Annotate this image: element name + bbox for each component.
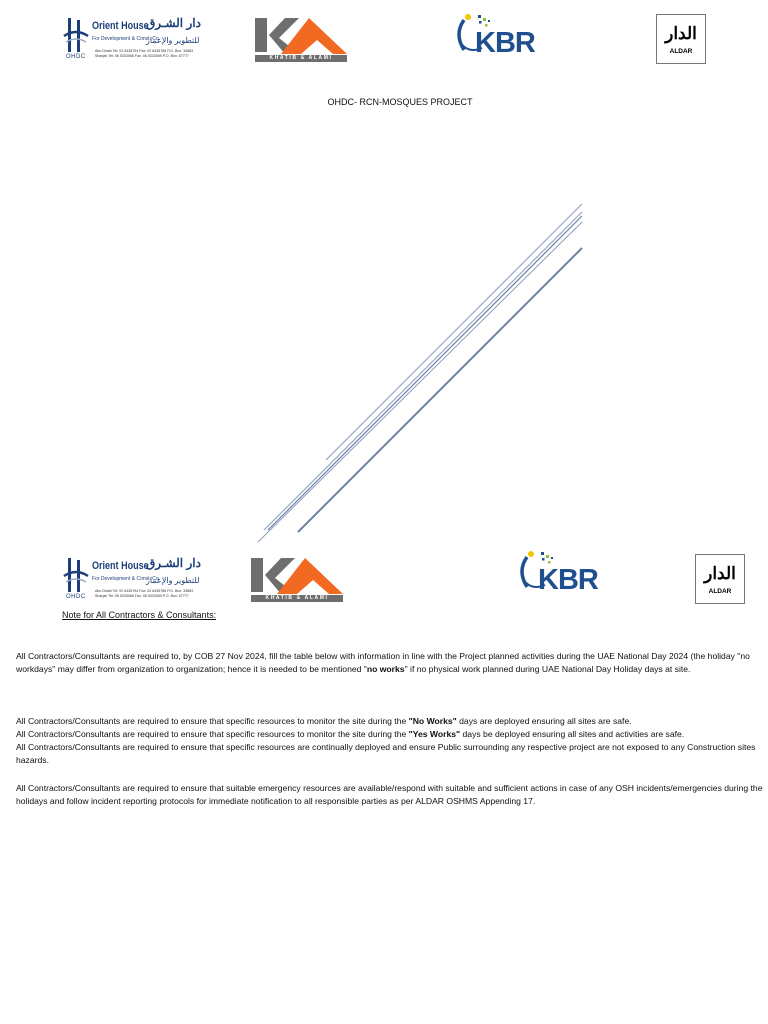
khatib-alami-emblem-icon xyxy=(255,16,347,54)
note-paragraph-resources xyxy=(16,715,764,767)
orient-house-abbreviation: OHDC xyxy=(66,594,86,600)
orient-house-name: Orient House xyxy=(92,20,149,32)
no-works-emphasis: no works xyxy=(366,664,405,674)
orient-house-arabic-name: دار الشـرق xyxy=(146,556,201,570)
khatib-alami-emblem-icon xyxy=(251,556,343,594)
kbr-wordmark: KBR xyxy=(475,27,535,59)
aldar-logo xyxy=(656,14,706,64)
note-line-yes-works: All Contractors/Consultants are required to ensure that specific resources to monitor the site during the "Yes Works" days be deployed ensuring all sites and activities are safe. xyxy=(16,729,685,739)
orient-house-name: Orient House xyxy=(92,560,149,572)
orient-house-abbreviation: OHDC xyxy=(66,54,86,60)
note-paragraph-deadline: All Contractors/Consultants are required to, by COB 27 Nov 2024, fill the table below with information in line with the Project planned activities during the UAE National Day 2024 (the holiday "no workdays" may differ from organization to organization; hence it is needed to be mentioned "no works" if no physical work planned during UAE National Day Holiday days at site. xyxy=(16,651,750,674)
khatib-alami-caption: KHATIB & ALAMI xyxy=(255,55,347,62)
khatib-alami-logo xyxy=(255,16,347,62)
aldar-wordmark: ALDAR xyxy=(669,48,693,55)
orient-house-arabic-name: دار الشـرق xyxy=(146,16,201,30)
note-paragraph-emergency: All Contractors/Consultants are required to ensure that suitable emergency resources are available/respond with suitable and sufficient actions in case of any OSH incidents/emergencies during the holidays and follow incident reporting protocols for immediate notification to all responsible parties as per ALDAR OSHMS Appending 17. xyxy=(16,783,763,806)
orient-house-logo xyxy=(62,554,201,606)
diagonal-line xyxy=(298,248,582,532)
aldar-logo xyxy=(695,554,745,604)
khatib-alami-caption: KHATIB & ALAMI xyxy=(251,595,343,602)
kbr-logo xyxy=(454,12,544,62)
orient-house-arabic-subtitle: للتطوير والإعمار xyxy=(146,576,200,585)
diagonal-line xyxy=(258,222,582,542)
decorative-diagonal-lines xyxy=(250,200,590,550)
kbr-logo xyxy=(517,549,607,599)
kbr-wordmark: KBR xyxy=(538,564,598,596)
note-heading: Note for All Contractors & Consultants: xyxy=(62,610,217,620)
orient-house-address: Abu Dhabi Tel: 02 6435794 Fax: 02 6435786 P.O. Box: 33883 Sharjah Tel: 06 5333066 Fax: 06 5333069 P.O. Box: 57777 xyxy=(95,589,194,598)
orient-house-emblem-icon xyxy=(62,16,92,56)
khatib-alami-logo xyxy=(251,556,343,602)
orient-house-subtitle: For Development & Const. Co. xyxy=(92,576,161,582)
note-line-public-safety: All Contractors/Consultants are required to ensure that specific resources are continually deployed and ensure Public surrounding any respective project are not exposed to any Construction sites hazards. xyxy=(16,742,756,765)
orient-house-subtitle: For Development & Const. Co. xyxy=(92,36,161,42)
aldar-arabic-mark: الدار xyxy=(704,564,736,583)
orient-house-arabic-subtitle: للتطوير والإعمار xyxy=(146,36,200,45)
note-line-no-works: All Contractors/Consultants are required to ensure that specific resources to monitor the site during the "No Works" days are deployed ensuring all sites are safe. xyxy=(16,716,632,726)
diagonal-line xyxy=(326,204,582,460)
aldar-wordmark: ALDAR xyxy=(708,588,732,595)
orient-house-emblem-icon xyxy=(62,556,92,596)
orient-house-address: Abu Dhabi Tel: 02 6435794 Fax: 02 6435786 P.O. Box: 33883 Sharjah Tel: 06 5333066 Fax: 06 5333069 P.O. Box: 57777 xyxy=(95,49,194,58)
aldar-arabic-mark: الدار xyxy=(665,24,697,43)
diagonal-line xyxy=(264,212,582,530)
diagonal-line xyxy=(268,216,582,530)
project-title: OHDC- RCN-MOSQUES PROJECT xyxy=(327,97,473,107)
orient-house-logo xyxy=(62,14,201,66)
